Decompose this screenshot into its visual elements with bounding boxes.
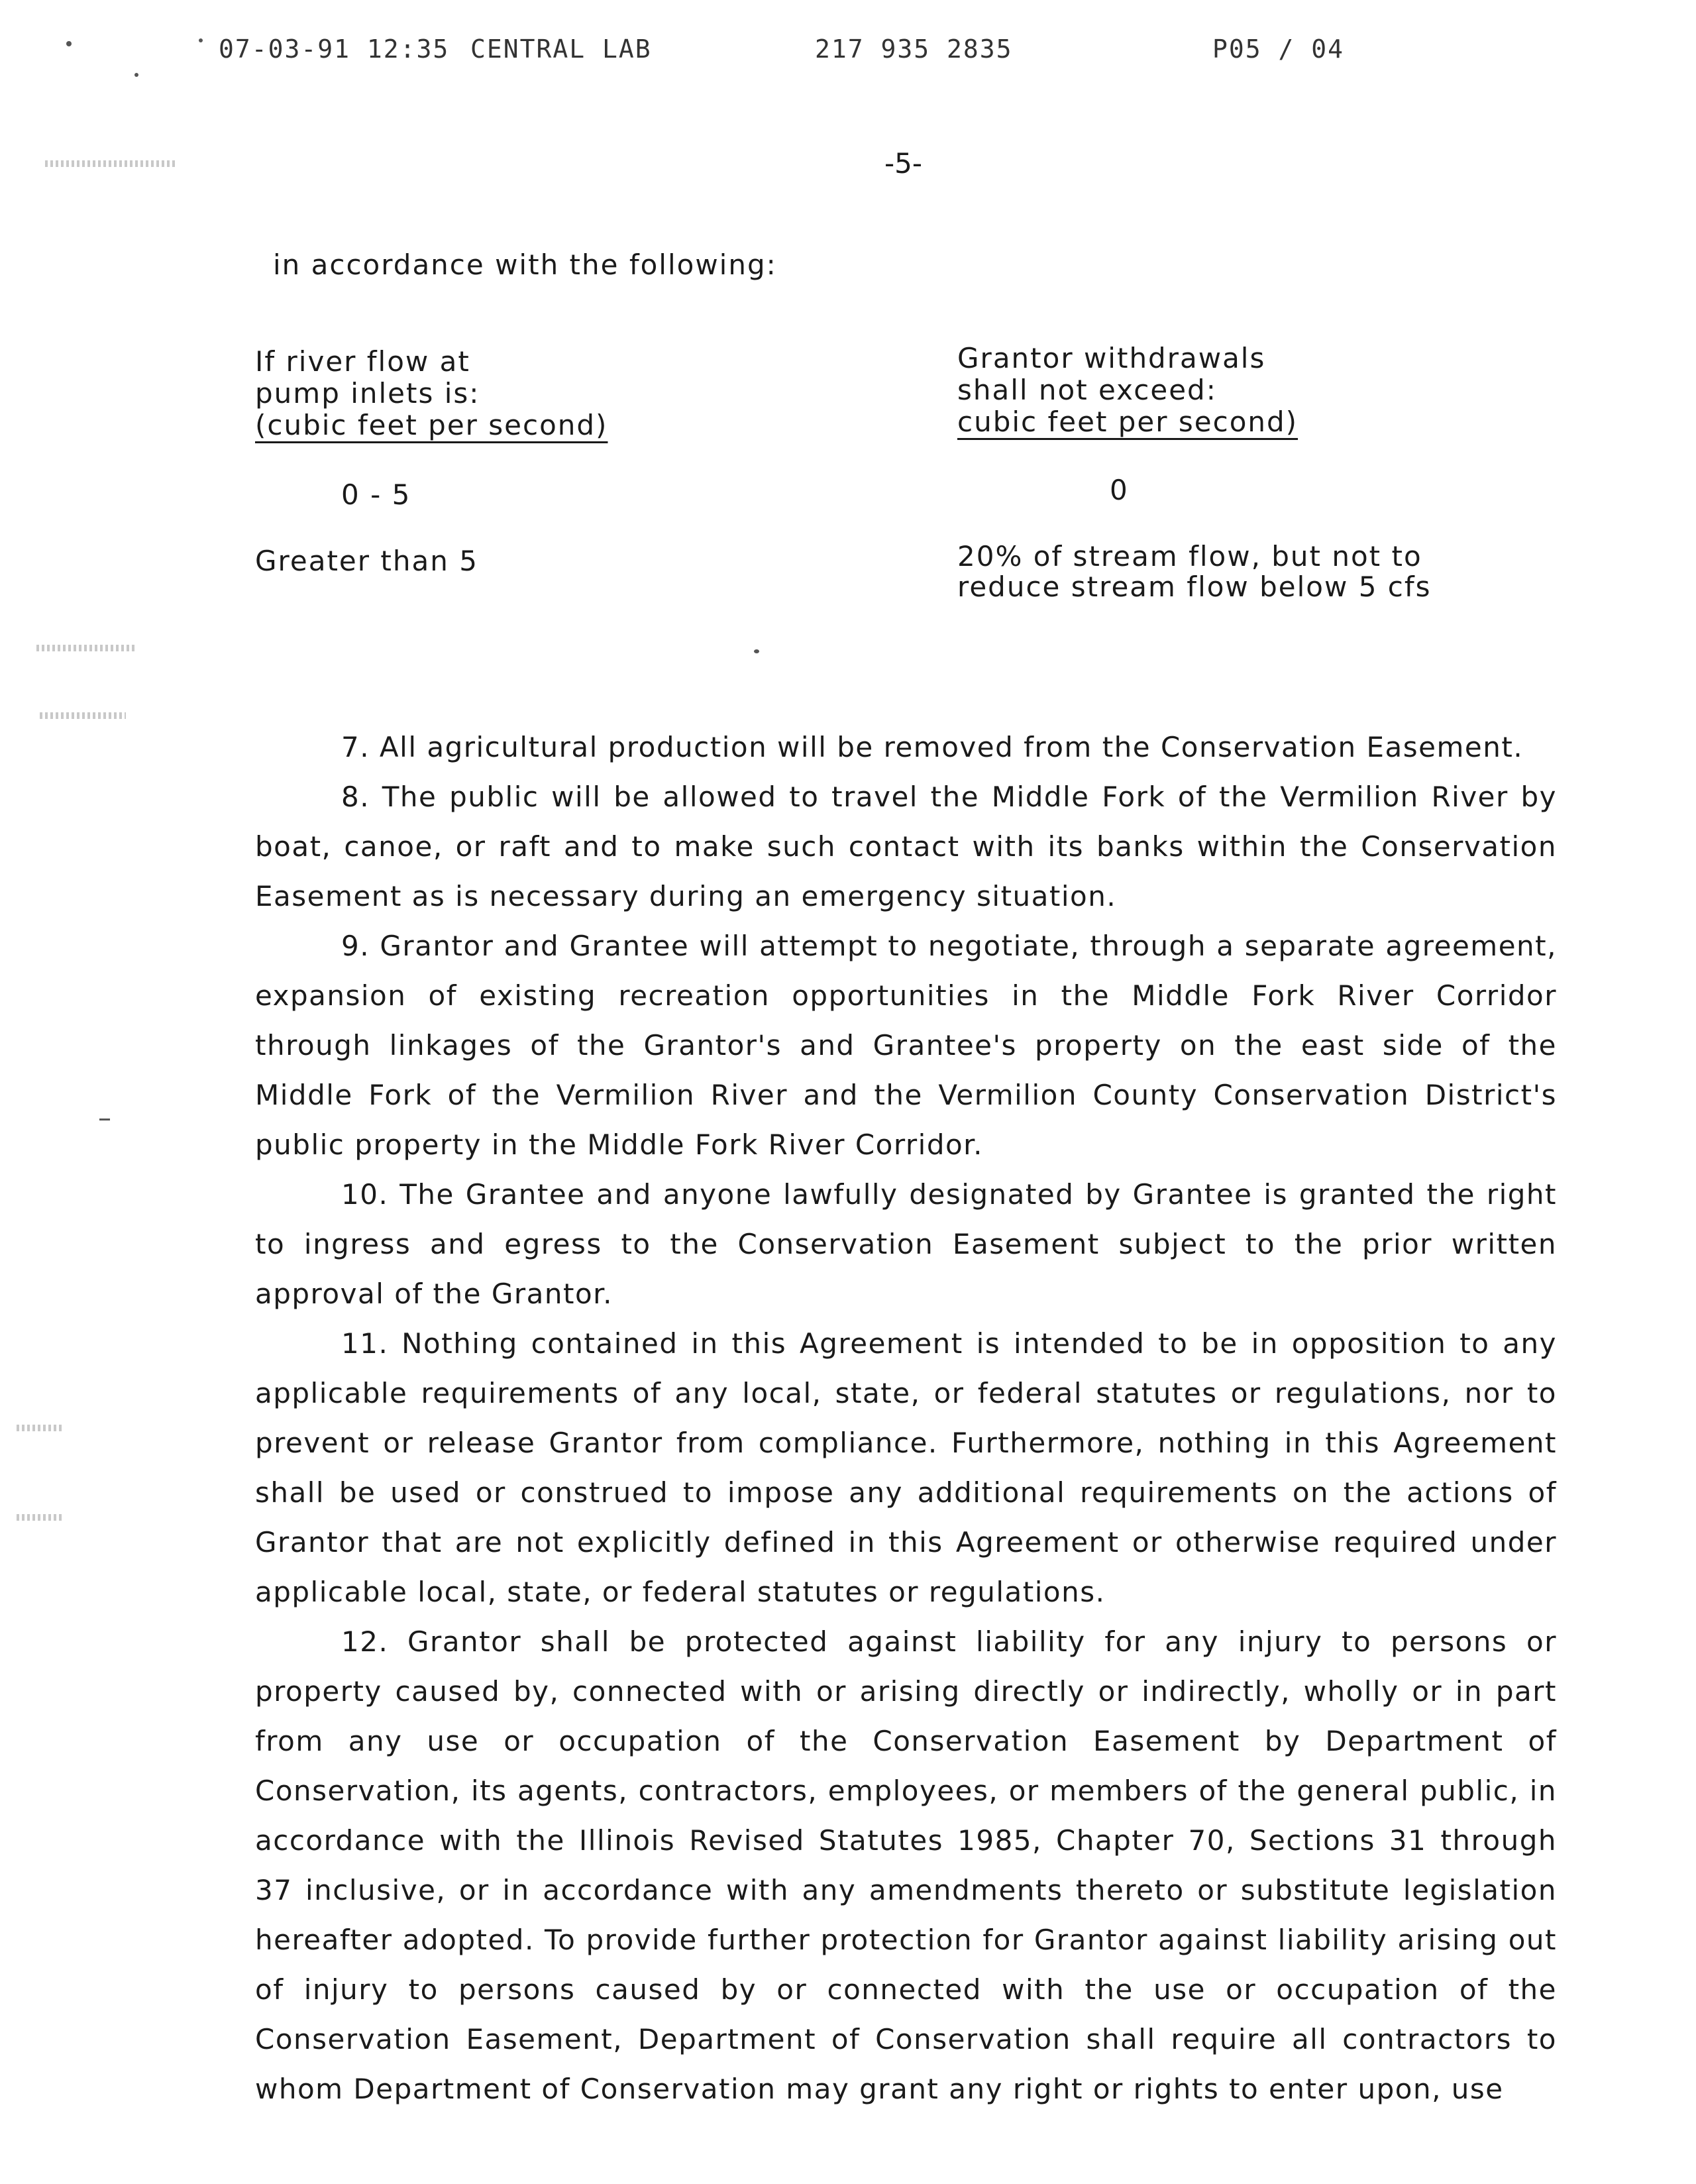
fax-sender: CENTRAL LAB: [470, 34, 652, 64]
flow-column-header: [255, 346, 608, 441]
paragraph-9: 9. Grantor and Grantee will attempt to negotiate, through a separate agreement, expansion of existing recreation opportunities in the Middle Fork River Corridor through linkages of the Grantor's and Grantee's property on the east side of the Middle Fork of the Vermilion River and the Vermilion County Conservation District's public property in the Middle Fork River Corridor.: [255, 930, 1557, 1161]
agreement-body: [255, 722, 1557, 2114]
scan-noise: [36, 645, 136, 651]
paragraph-10: 10. The Grantee and anyone lawfully designated by Grantee is granted the right to ingress and egress to the Conservation Easement subject to the prior written approval of the Grantor.: [255, 1178, 1557, 1310]
scan-noise: [17, 1514, 63, 1521]
intro-line: in accordance with the following:: [273, 248, 777, 281]
scan-noise: [45, 160, 178, 167]
table-cell-flow: 0 - 5: [341, 478, 411, 511]
scan-noise: [40, 712, 126, 719]
withdrawal-header-line1: Grantor withdrawals: [957, 342, 1266, 374]
paragraph-12: 12. Grantor shall be protected against liability for any injury to persons or property caused by, connected with or arising directly or indirectly, wholly or in part from any use or occupation of the Conservation Easement by Department of Conservation, its agents, contractors, employees, or members of the general public, in accordance with the Illinois Revised Statutes 1985, Chapter 70, Sections 31 through 37 inclusive, or in accordance with any amendments thereto or substitute legislation hereafter adopted. To provide further protection for Grantor against liability arising out of injury to persons caused by or connected with the use or occupation of the Conservation Easement, Department of Conservation shall require all contractors to whom Department of Conservation may grant any right or rights to enter upon, use: [255, 1625, 1557, 2105]
scan-speck: [199, 38, 203, 42]
flow-header-line1: If river flow at: [255, 345, 470, 378]
fax-page-indicator: P05 / 04: [1212, 34, 1345, 64]
flow-header-unit: (cubic feet per second): [255, 409, 608, 441]
table-cell-withdrawal: 20% of stream flow, but not to reduce stream flow below 5 cfs: [957, 540, 1432, 603]
scan-speck: [99, 1119, 110, 1120]
withdrawal-header-line2: shall not exceed:: [957, 374, 1217, 406]
paragraph-8: 8. The public will be allowed to travel the Middle Fork of the Vermilion River by boat, canoe, or raft and to make such contact with its banks within the Conservation Easement as is necessary during an emergency situation.: [255, 781, 1557, 912]
withdrawal-header-unit: cubic feet per second): [957, 406, 1298, 438]
page-number: -5-: [884, 147, 923, 180]
flow-header-line2: pump inlets is:: [255, 377, 480, 410]
fax-date-time: 07-03-91 12:35: [219, 34, 450, 64]
flow-withdrawal-table: [255, 342, 1432, 651]
scan-speck: [134, 73, 138, 77]
paragraph-7: 7. All agricultural production will be removed from the Conservation Easement.: [341, 731, 1524, 763]
table-cell-flow: Greater than 5: [255, 545, 478, 577]
scan-noise: [17, 1425, 63, 1431]
withdrawal-column-header: [957, 343, 1298, 438]
scan-speck: [66, 41, 72, 46]
paragraph-11: 11. Nothing contained in this Agreement is intended to be in opposition to any applicable requirements of any local, state, or federal statutes or regulations, nor to prevent or release Grantor from compliance. Furthermore, nothing in this Agreement shall be used or construed to impose any additional requirements on the actions of Grantor that are not explicitly defined in this Agreement or otherwise required under applicable local, state, or federal statutes or regulations.: [255, 1327, 1557, 1608]
table-cell-withdrawal: 0: [1110, 474, 1129, 506]
fax-phone: 217 935 2835: [815, 34, 1013, 64]
